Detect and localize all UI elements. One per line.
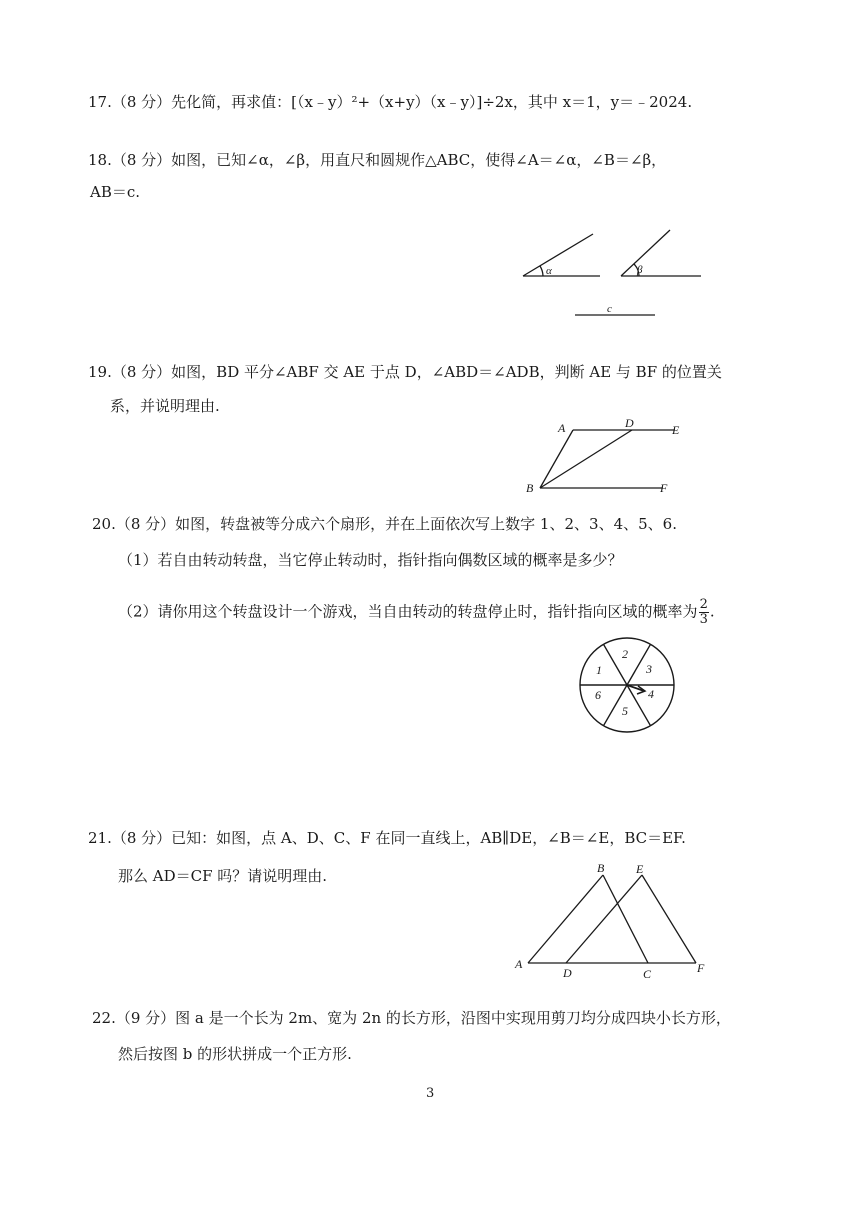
fraction-two-thirds [699,598,709,627]
question-19-text: 19.（8 分）如图，BD 平分∠ABF 交 AE 于点 D，∠ABD＝∠ADB，判断 AE 与 BF 的位置关 [88,363,722,381]
alpha-label: α [546,265,552,277]
point-e-label: E [636,862,644,876]
point-d-label: D [625,418,634,430]
segment-de [566,875,642,963]
point-e-label: E [672,423,680,437]
spinner-sector-1: 1 [596,663,602,677]
segment-bc [603,875,648,963]
question-20-sub-2 [118,598,715,627]
question-22-text-2: 然后按图 b 的形状拼成一个正方形. [118,1045,352,1063]
beta-slant-ray [621,230,670,276]
point-b-label: B [597,861,605,875]
fraction-denominator: 3 [699,612,708,627]
question-18-text: 18.（8 分）如图，已知∠α，∠β，用直尺和圆规作△ABC，使得∠A＝∠α，∠B＝∠β， [88,151,667,169]
point-a-label: A [558,421,566,435]
page-number: 3 [426,1086,435,1101]
question-20-text: 20.（8 分）如图，转盘被等分成六个扇形，并在上面依次写上数字 1、2、3、4、5、6. [92,515,677,533]
fraction-numerator: 2 [699,597,708,612]
question-20-sub-1: （1）若自由转动转盘，当它停止转动时，指针指向偶数区域的概率是多少？ [118,551,623,569]
alpha-slant-ray [523,234,593,276]
figure-triangles [508,860,713,982]
point-d-label: D [563,966,572,980]
alpha-arc [540,266,543,276]
question-21-text-2: 那么 AD＝CF 吗？请说明理由. [118,867,328,885]
question-17-text: 17.（8 分）先化简，再求值：[（x﹣y）²+（x+y）（x﹣y）]÷2x，其中 x＝1，y＝﹣2024. [88,93,693,111]
spinner-sector-5: 5 [622,704,628,718]
segment-ab [528,875,603,963]
segment-ab [540,430,573,488]
point-b-label: B [526,481,534,495]
question-20-sub-2-end: . [709,602,715,621]
spinner-sector-3: 3 [646,662,652,676]
spinner-sector-4: 4 [648,687,654,701]
question-21-text: 21.（8 分）已知：如图，点 A、D、C、F 在同一直线上，AB∥DE，∠B＝∠E，BC＝EF. [88,829,686,847]
point-c-label: C [643,967,652,981]
point-a-label: A [515,957,523,971]
question-19-text-2: 系，并说明理由. [110,397,220,415]
point-f-label: F [660,481,668,495]
spinner-sector-2: 2 [622,647,628,661]
figure-angles-and-segment [515,228,715,323]
segment-bd [540,430,632,488]
beta-label: β [637,264,643,276]
figure-parallel-lines [520,418,685,498]
c-label: c [607,303,612,315]
question-20-sub-2-text: （2）请你用这个转盘设计一个游戏，当自由转动的转盘停止时，指针指向区域的概率为 [118,602,698,621]
spinner-sector-6: 6 [595,688,601,702]
question-22-text: 22.（9 分）图 a 是一个长为 2m、宽为 2n 的长方形，沿图中实现用剪刀均分成四块小长方形， [92,1009,731,1027]
point-f-label: F [697,961,705,975]
figure-spinner [574,636,684,736]
segment-ef [642,875,696,963]
question-18-text-2: AB＝c. [90,183,141,201]
